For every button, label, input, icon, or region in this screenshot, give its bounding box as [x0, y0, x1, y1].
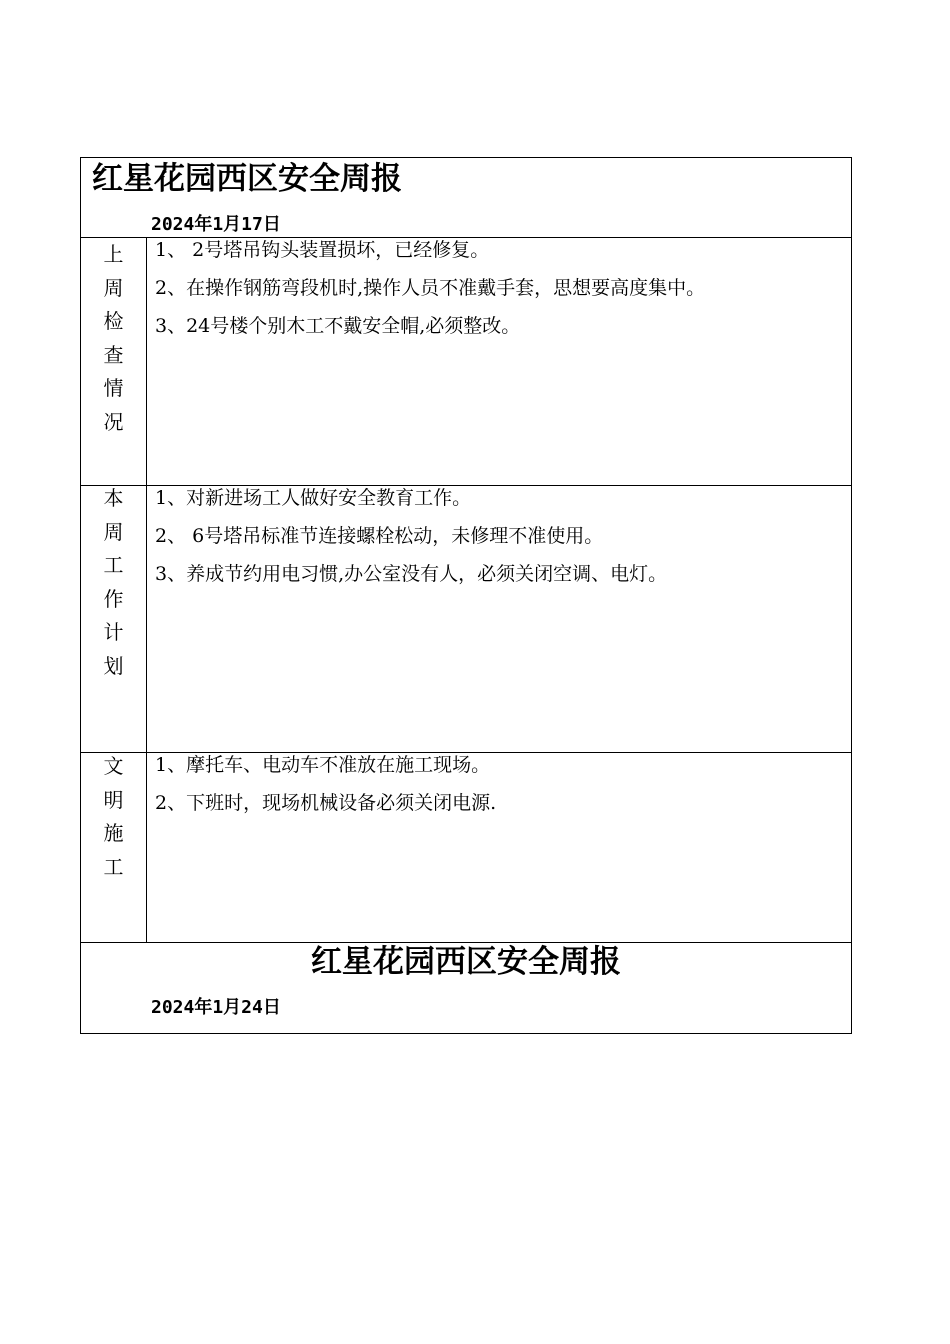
- list-item: 3、24号楼个别木工不戴安全帽,必须整改。: [155, 315, 521, 337]
- weekly-safety-report-table: [80, 157, 852, 1034]
- list-item: 2、下班时，现场机械设备必须关闭电源.: [155, 792, 497, 814]
- section-label-this-week-plan: 本 周 工 作 计 划: [103, 486, 124, 678]
- section-label-last-week-inspection: 上 周 检 查 情 况: [103, 242, 124, 434]
- list-item: 2、在操作钢筋弯段机时,操作人员不准戴手套，思想要高度集中。: [155, 277, 706, 299]
- list-item: 2、 6号塔吊标准节连接螺栓松动，未修理不准使用。: [155, 525, 604, 547]
- section-items-civilized-construction: [155, 746, 496, 822]
- report-date-next: 2024年1月24日: [151, 997, 281, 1018]
- section-items-this-week-plan: [155, 479, 667, 593]
- list-item: 1、摩托车、电动车不准放在施工现场。: [155, 754, 491, 776]
- list-item: 3、养成节约用电习惯,办公室没有人，必须关闭空调、电灯。: [155, 563, 668, 585]
- section-items-last-week-inspection: [155, 231, 705, 345]
- column-divider: [146, 237, 147, 942]
- report-title-next: 红星花园西区安全周报: [311, 944, 621, 980]
- list-item: 1、对新进场工人做好安全教育工作。: [155, 487, 472, 509]
- report-date: 2024年1月17日: [151, 214, 281, 235]
- list-item: 1、 2号塔吊钩头装置损坏，已经修复。: [155, 239, 490, 261]
- section-label-civilized-construction: 文 明 施 工: [103, 754, 124, 879]
- report-title: 红星花园西区安全周报: [92, 161, 402, 197]
